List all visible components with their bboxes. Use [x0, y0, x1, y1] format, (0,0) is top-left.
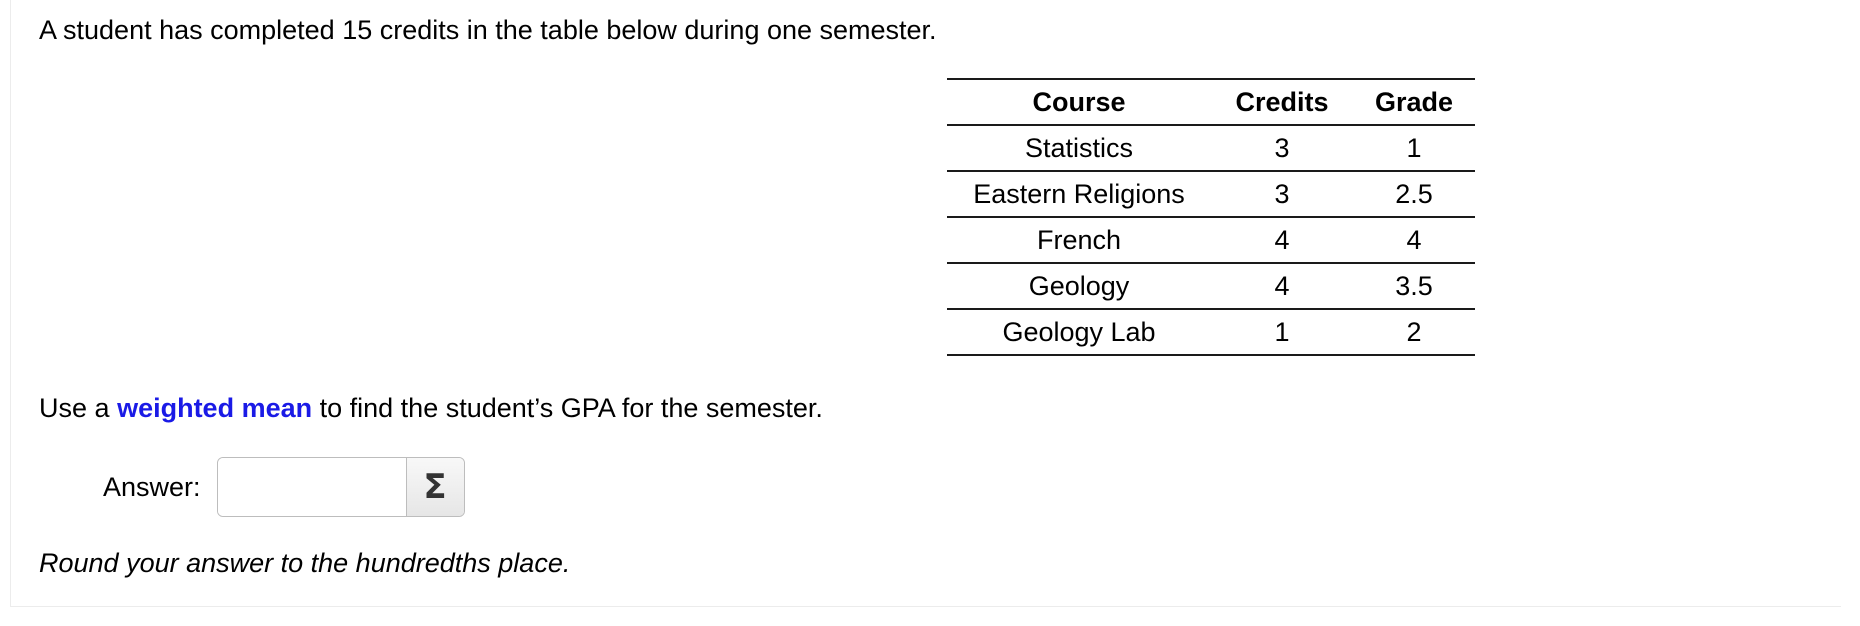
instruction-text-before: Use a	[39, 393, 110, 423]
weighted-mean-link[interactable]: weighted mean	[117, 393, 313, 423]
credits-cell: 3	[1211, 171, 1353, 217]
table-header-row	[947, 79, 1475, 125]
grade-cell: 4	[1353, 217, 1475, 263]
answer-row	[103, 457, 465, 517]
course-cell: Geology	[947, 263, 1211, 309]
header-credits: Credits	[1211, 79, 1353, 125]
table-row	[947, 263, 1475, 309]
sigma-icon: Σ	[423, 467, 447, 507]
table-row	[947, 309, 1475, 355]
course-cell: French	[947, 217, 1211, 263]
question-panel	[10, 0, 1841, 607]
grade-cell: 3.5	[1353, 263, 1475, 309]
credits-cell: 4	[1211, 263, 1353, 309]
header-course: Course	[947, 79, 1211, 125]
answer-label: Answer:	[103, 471, 201, 502]
instruction-text-after: to find the student’s GPA for the semester.	[319, 393, 823, 423]
course-cell: Statistics	[947, 125, 1211, 171]
math-symbols-button[interactable]	[406, 458, 464, 516]
credits-cell: 4	[1211, 217, 1353, 263]
answer-input[interactable]	[218, 458, 406, 516]
header-grade: Grade	[1353, 79, 1475, 125]
credits-cell: 1	[1211, 309, 1353, 355]
answer-input-group	[217, 457, 465, 517]
courses-table	[947, 78, 1475, 356]
course-cell: Eastern Religions	[947, 171, 1211, 217]
question-instruction	[39, 390, 823, 426]
course-cell: Geology Lab	[947, 309, 1211, 355]
grade-cell: 1	[1353, 125, 1475, 171]
table-row	[947, 171, 1475, 217]
rounding-note: Round your answer to the hundredths place.	[39, 548, 571, 578]
table-row	[947, 217, 1475, 263]
grade-cell: 2.5	[1353, 171, 1475, 217]
credits-cell: 3	[1211, 125, 1353, 171]
table-row	[947, 125, 1475, 171]
grade-cell: 2	[1353, 309, 1475, 355]
question-intro: A student has completed 15 credits in the table below during one semester.	[39, 15, 937, 45]
